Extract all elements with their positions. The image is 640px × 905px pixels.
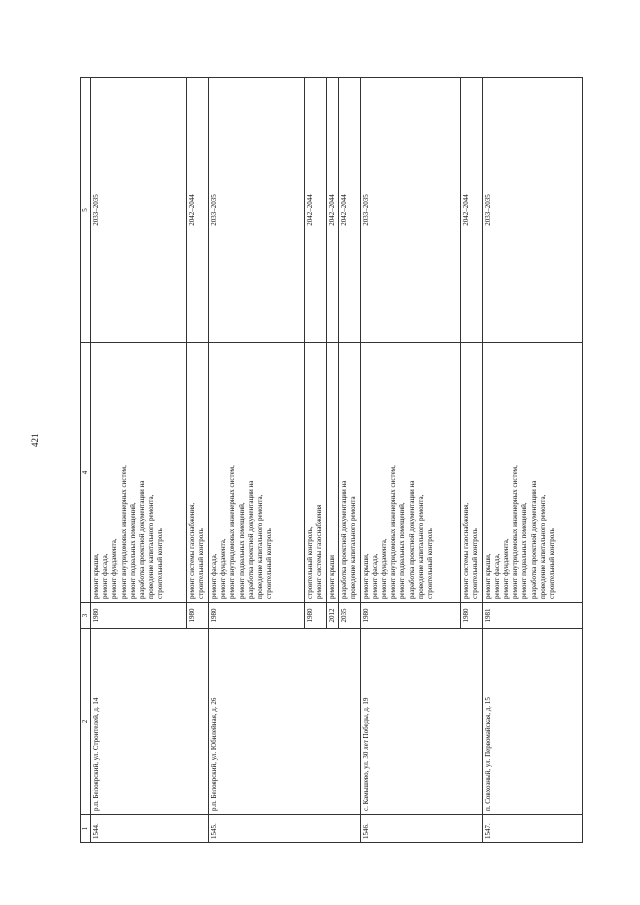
work-item: ремонт фундамента, bbox=[502, 538, 511, 599]
work-item: ремонт фундамента, bbox=[110, 538, 119, 599]
works-cell bbox=[209, 343, 305, 603]
work-item: строительный контроль bbox=[265, 528, 274, 599]
work-item: строительный контроль bbox=[548, 528, 557, 599]
period-cell: 2042–2044 bbox=[327, 78, 339, 343]
year-cell: 1980 bbox=[187, 603, 209, 629]
table-body bbox=[91, 78, 583, 843]
work-item: ремонт внутридомовых инженерных систем, bbox=[511, 465, 520, 599]
header-cell-2: 2 bbox=[81, 629, 91, 815]
address-cell: п. Совхозный, ул. Первомайская, д. 15 bbox=[482, 629, 582, 815]
row-number: 1546. bbox=[360, 815, 482, 843]
header-row bbox=[81, 78, 91, 843]
address-cell: р.п. Белоярский, ул. Юбилейная, д. 26 bbox=[209, 629, 361, 815]
period-cell: 2042–2044 bbox=[305, 78, 327, 343]
work-item: ремонт крыши bbox=[328, 555, 336, 599]
works-cell bbox=[187, 343, 209, 603]
period-cell: 2042–2044 bbox=[460, 78, 482, 343]
work-item: разработка проектной документации на bbox=[407, 480, 416, 599]
address-cell: р.п. Белоярский, ул. Строителей, д. 14 bbox=[91, 629, 209, 815]
work-item: ремонт крыши, bbox=[92, 553, 100, 599]
work-item: ремонт фундамента, bbox=[380, 538, 389, 599]
year-cell: 1980 bbox=[460, 603, 482, 629]
page-number: 421 bbox=[30, 433, 40, 447]
works-cell bbox=[327, 343, 339, 603]
work-item: ремонт крыши, bbox=[483, 553, 492, 599]
work-item: ремонт внутридомовых инженерных систем, bbox=[119, 465, 128, 599]
work-item: строительный контроль bbox=[426, 528, 435, 599]
work-item: проведение капитального ремонта, bbox=[147, 494, 156, 599]
capital-repair-table bbox=[80, 77, 583, 843]
work-item: ремонт подвальных помещений, bbox=[520, 502, 529, 599]
work-item: ремонт внутридомовых инженерных систем, bbox=[389, 465, 398, 599]
period-cell: 2033–2035 bbox=[209, 78, 305, 343]
period-cell: 2033–2035 bbox=[482, 78, 582, 343]
period-cell: 2042–2044 bbox=[339, 78, 360, 343]
work-item: ремонт подвальных помещений, bbox=[237, 502, 246, 599]
work-item: ремонт системы газоснабжения, bbox=[461, 502, 470, 599]
works-cell bbox=[482, 343, 582, 603]
works-cell bbox=[305, 343, 327, 603]
table-row bbox=[91, 78, 187, 843]
year-cell: 1981 bbox=[482, 603, 582, 629]
work-item: ремонт внутридомовых инженерных систем, bbox=[228, 465, 237, 599]
row-number: 1547. bbox=[482, 815, 582, 843]
year-cell: 2012 bbox=[327, 603, 339, 629]
works-cell bbox=[91, 343, 187, 603]
work-item: разработка проектной документации на bbox=[529, 480, 538, 599]
work-item: ремонт фасада, bbox=[101, 553, 110, 599]
work-item: проведение капитального ремонта bbox=[349, 496, 358, 599]
table-row bbox=[209, 78, 305, 843]
row-number: 1544. bbox=[91, 815, 209, 843]
header-cell-5: 5 bbox=[81, 78, 91, 343]
works-cell bbox=[460, 343, 482, 603]
work-item: строительный контроль bbox=[197, 528, 206, 599]
header-cell-4: 4 bbox=[81, 343, 91, 603]
period-cell: 2033–2035 bbox=[360, 78, 460, 343]
year-cell: 2035 bbox=[339, 603, 360, 629]
work-item: проведение капитального ремонта, bbox=[538, 494, 547, 599]
work-item: строительный контроль, bbox=[306, 526, 314, 599]
work-item: ремонт системы газоснабжения bbox=[315, 504, 324, 599]
work-item: ремонт фасада, bbox=[210, 553, 218, 599]
work-item: разработка проектной документации на bbox=[246, 480, 255, 599]
work-item: ремонт фасада, bbox=[370, 553, 379, 599]
table-row bbox=[360, 78, 460, 843]
works-cell bbox=[360, 343, 460, 603]
work-item: ремонт крыши, bbox=[361, 553, 370, 599]
works-cell bbox=[339, 343, 360, 603]
year-cell: 1980 bbox=[360, 603, 460, 629]
work-item: ремонт фасада, bbox=[492, 553, 501, 599]
address-cell: с. Камышево, ул. 30 лет Победы, д. 19 bbox=[360, 629, 482, 815]
work-item: строительный контроль bbox=[470, 528, 479, 599]
period-cell: 2033–2035 bbox=[91, 78, 187, 343]
work-item: ремонт фундамента, bbox=[219, 538, 228, 599]
work-item: ремонт подвальных помещений, bbox=[398, 502, 407, 599]
work-item: ремонт подвальных помещений, bbox=[128, 502, 137, 599]
work-item: строительный контроль bbox=[156, 528, 165, 599]
work-item: разработка проектной документации на bbox=[138, 480, 147, 599]
table-row bbox=[482, 78, 582, 843]
rotated-table-container bbox=[80, 78, 600, 843]
work-item: проведение капитального ремонта, bbox=[416, 494, 425, 599]
year-cell: 1980 bbox=[209, 603, 305, 629]
work-item: разработка проектной документации на bbox=[340, 480, 349, 599]
work-item: ремонт системы газоснабжения, bbox=[188, 502, 196, 599]
period-cell: 2042–2044 bbox=[187, 78, 209, 343]
year-cell: 1980 bbox=[305, 603, 327, 629]
row-number: 1545. bbox=[209, 815, 361, 843]
year-cell: 1980 bbox=[91, 603, 187, 629]
header-cell-1: 1 bbox=[81, 815, 91, 843]
work-item: проведение капитального ремонта, bbox=[256, 494, 265, 599]
header-cell-3: 3 bbox=[81, 603, 91, 629]
